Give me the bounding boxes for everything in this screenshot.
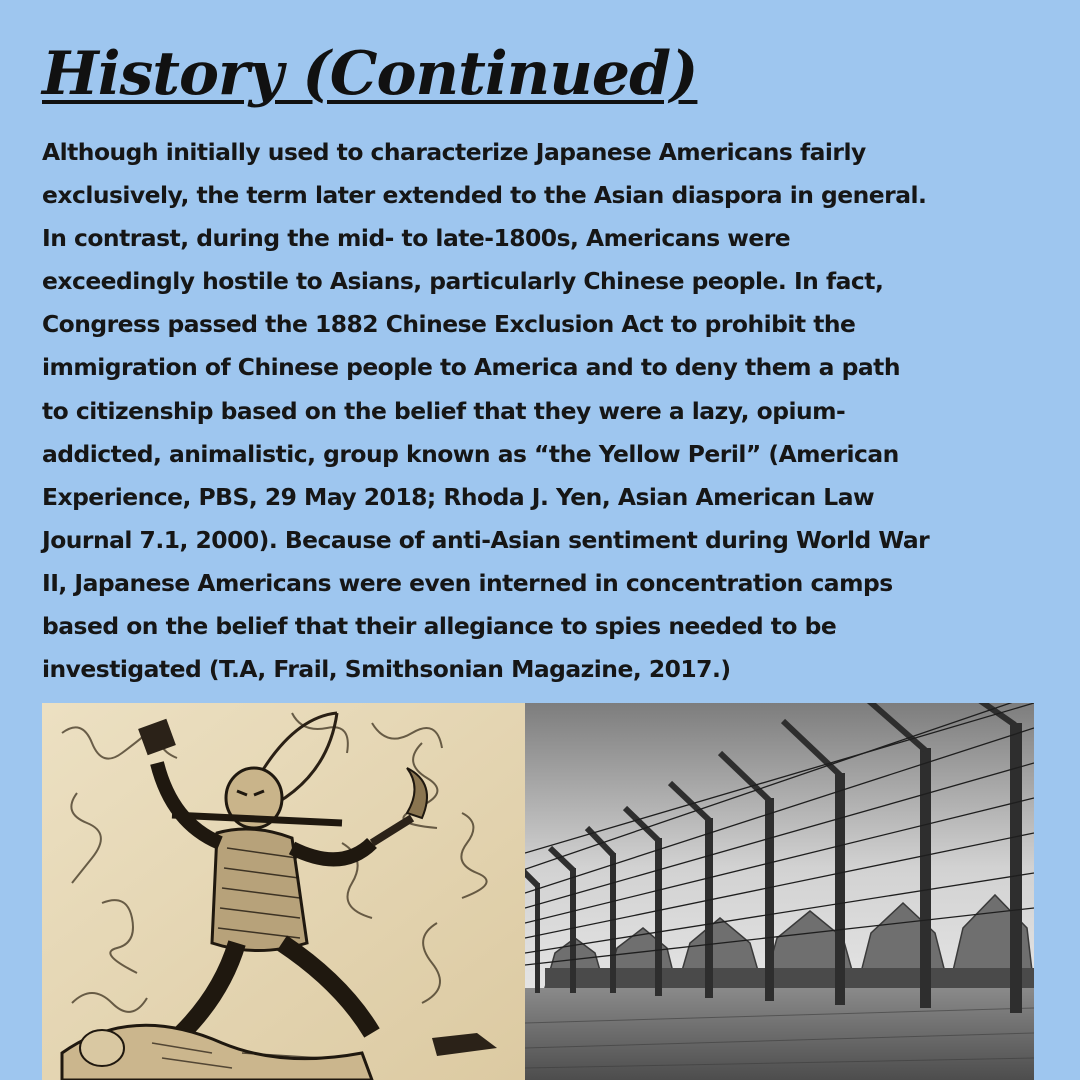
- image-row: [42, 703, 1034, 1080]
- body-line: Although initially used to characterize Japanese Americans fairly: [42, 138, 866, 166]
- body-line: immigration of Chinese people to America and to deny them a path: [42, 353, 900, 382]
- yellow-peril-cartoon-illustration: [42, 703, 525, 1080]
- body-line: Congress passed the 1882 Chinese Exclusion Act to prohibit the: [42, 310, 856, 339]
- body-line: addicted, animalistic, group known as “the Yellow Peril” (American: [42, 439, 899, 468]
- body-line: to citizenship based on the belief that they were a lazy, opium-: [42, 396, 846, 425]
- body-line: investigated (T.A, Frail, Smithsonian Magazine, 2017.): [42, 655, 731, 684]
- internment-camp-graphic: [525, 703, 1034, 1080]
- body-line: based on the belief that their allegiance to spies needed to be: [42, 612, 837, 641]
- cartoon-illustration-graphic: [42, 703, 525, 1080]
- body-line: Experience, PBS, 29 May 2018; Rhoda J. Yen, Asian American Law: [42, 482, 875, 511]
- page-title: History (Continued): [42, 39, 698, 109]
- body-line: exceedingly hostile to Asians, particularly Chinese people. In fact,: [42, 267, 884, 296]
- body-line: exclusively, the term later extended to the Asian diaspora in general.: [42, 181, 927, 210]
- body-paragraph: [42, 131, 1052, 691]
- body-line: II, Japanese Americans were even interned in concentration camps: [42, 568, 893, 597]
- body-line: Journal 7.1, 2000). Because of anti-Asian sentiment during World War: [42, 525, 930, 554]
- body-line: In contrast, during the mid- to late-1800s, Americans were: [42, 224, 791, 253]
- internment-camp-barbed-wire-photo: [525, 703, 1034, 1080]
